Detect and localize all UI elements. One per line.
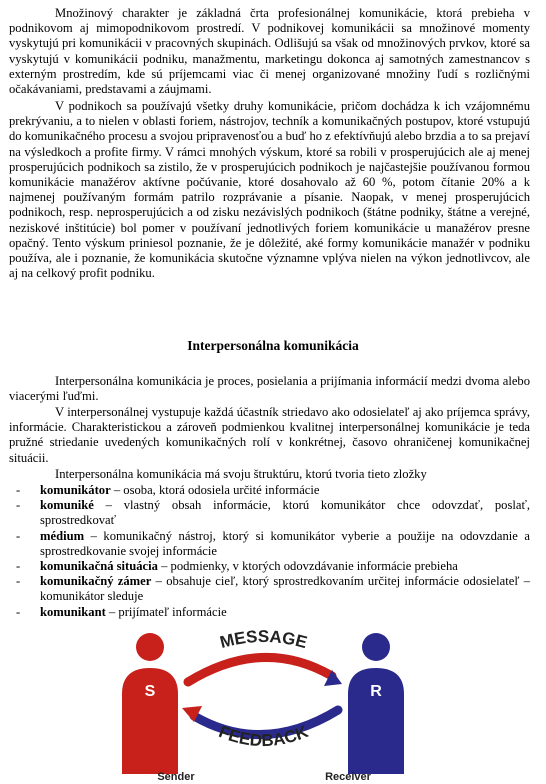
list-term: komunikátor [40, 483, 111, 497]
list-text: – podmienky, v ktorých odovzdávanie informácie prebieha [157, 559, 458, 574]
list-dash: - [16, 574, 21, 589]
list-item [9, 605, 530, 620]
list-item [9, 483, 530, 498]
list-item [9, 574, 530, 604]
paragraph-2: V podnikoch sa používajú všetky druhy komunikácie, pričom dochádza k ich vzájomnému prekrývaniu, a to nielen v oblasti foriem, nástrojov, techník a komunikačných postupov, ktoré vstupujú do komunikačného procesu a svojou pripravenosťou a buď ho z efektívňujú alebo brzdia a to sa prejaví na výsledkoch a profite firmy. V rámci mnohých výskum, ktoré sa robili v prosperujúcich ale aj menej prosperujúcich podnikoch sa zistilo, že v prosperujúcich podnikoch je najčastejšie používanou formou komunikácie manažérov aktívne počúvanie, ktoré dosahovalo až 60 %, potom čítanie 20% a k najmenej používaným formám patrilo rozprávanie a písanie. Naopak, v menej prosperujúcich podnikoch, resp. neprosperujúcich a od zisku nezávislých podnikoch (štátne podniky, štátne a verejné, neziskové inštitúcie) bol pomer v používaní jednotlivých foriem komunikácie u manažérov presne opačný. Tento výskum priniesol poznanie, že je dôležité, aké formy komunikácie manažér v podniku používa, ale i poznanie, že komunikácia skutočne významne vplýva nielen na výkon jednotlivcov, ale aj na celkový profit podniku. [9, 99, 530, 281]
message-label: MESSAGE [217, 626, 310, 653]
list-dash: - [16, 483, 21, 497]
sender-letter: S [144, 683, 156, 700]
list-text: – komunikačný nástroj, ktorý si komunikátor vyberie a použije na odovzdanie a sprostredkovanie svojej informácie [40, 528, 530, 558]
list-dash: - [16, 528, 21, 543]
feedback-arrow [182, 706, 338, 735]
paragraph-4: V interpersonálnej vystupuje každá účastník striedavo ako odosielateľ aj ako príjemca správy, informácie. Charakteristickou a zároveň podmienkou kvalitnej interpersonálnej komunikácie je teda pružné striedanie uvedených komunikačných rolí v konkrétnej, časovo ohraničenej komunikačnej situácii. [9, 405, 530, 465]
receiver-head [362, 633, 390, 661]
sender-label: Sender [157, 771, 195, 783]
paragraph-5: Interpersonálna komunikácia má svoju štruktúru, ktorú tvoria tieto zložky [55, 467, 427, 481]
list-dash: - [16, 498, 21, 513]
receiver-label: Receiver [325, 771, 371, 783]
list-text: – prijímateľ informácie [105, 604, 227, 619]
list-term: komunikant [40, 604, 106, 619]
list-term: komunikačný zámer [40, 574, 152, 589]
list-text: – vlastný obsah informácie, ktorú komunikátor chce odovzdať, poslať, sprostredkovať [40, 498, 530, 528]
section-heading: Interpersonálna komunikácia [187, 338, 359, 353]
receiver-letter: R [370, 683, 382, 700]
list-term: médium [40, 528, 85, 543]
list-term: komunikačná situácia [40, 559, 158, 574]
feedback-label: FEEDBACK [216, 721, 311, 751]
components-list [9, 483, 530, 620]
sender-figure [122, 633, 178, 774]
communication-diagram [118, 624, 408, 784]
sender-head [136, 633, 164, 661]
list-item [9, 529, 530, 559]
list-term: komuniké [40, 498, 94, 513]
list-item [9, 498, 530, 528]
paragraph-1: Množinový charakter je základná črta profesionálnej komunikácie, ktorá prebieha v podnikovom aj mimopodnikovom prostredí. V podnikovej komunikácii sa množinové momenty vyskytujú pri komunikácii v pracovných skupinách. Odlišujú sa však od množinových prvkov, ktoré sa vyskytujú v komunikácii podniku, manažmentu, marketingu dokonca aj samotných zamestnancov s externým prostredím, kde sú príjemcami viac či menej organizované množiny ľudí s rozličnými očakávaniami, predstavami a záujmami. [9, 6, 530, 97]
list-text: – osoba, ktorá odosiela určité informácie [110, 483, 320, 497]
list-item [9, 559, 530, 574]
paragraph-3: Interpersonálna komunikácia je proces, posielania a prijímania informácií medzi dvoma alebo viacerými ľuďmi. [9, 374, 530, 404]
list-text: – obsahuje cieľ, ktorý sprostredkovaním určitej informácie odosielateľ – komunikátor sleduje [40, 574, 530, 604]
list-dash: - [16, 604, 21, 619]
receiver-figure [348, 633, 404, 774]
message-arrow [188, 657, 342, 686]
list-dash: - [16, 559, 21, 574]
